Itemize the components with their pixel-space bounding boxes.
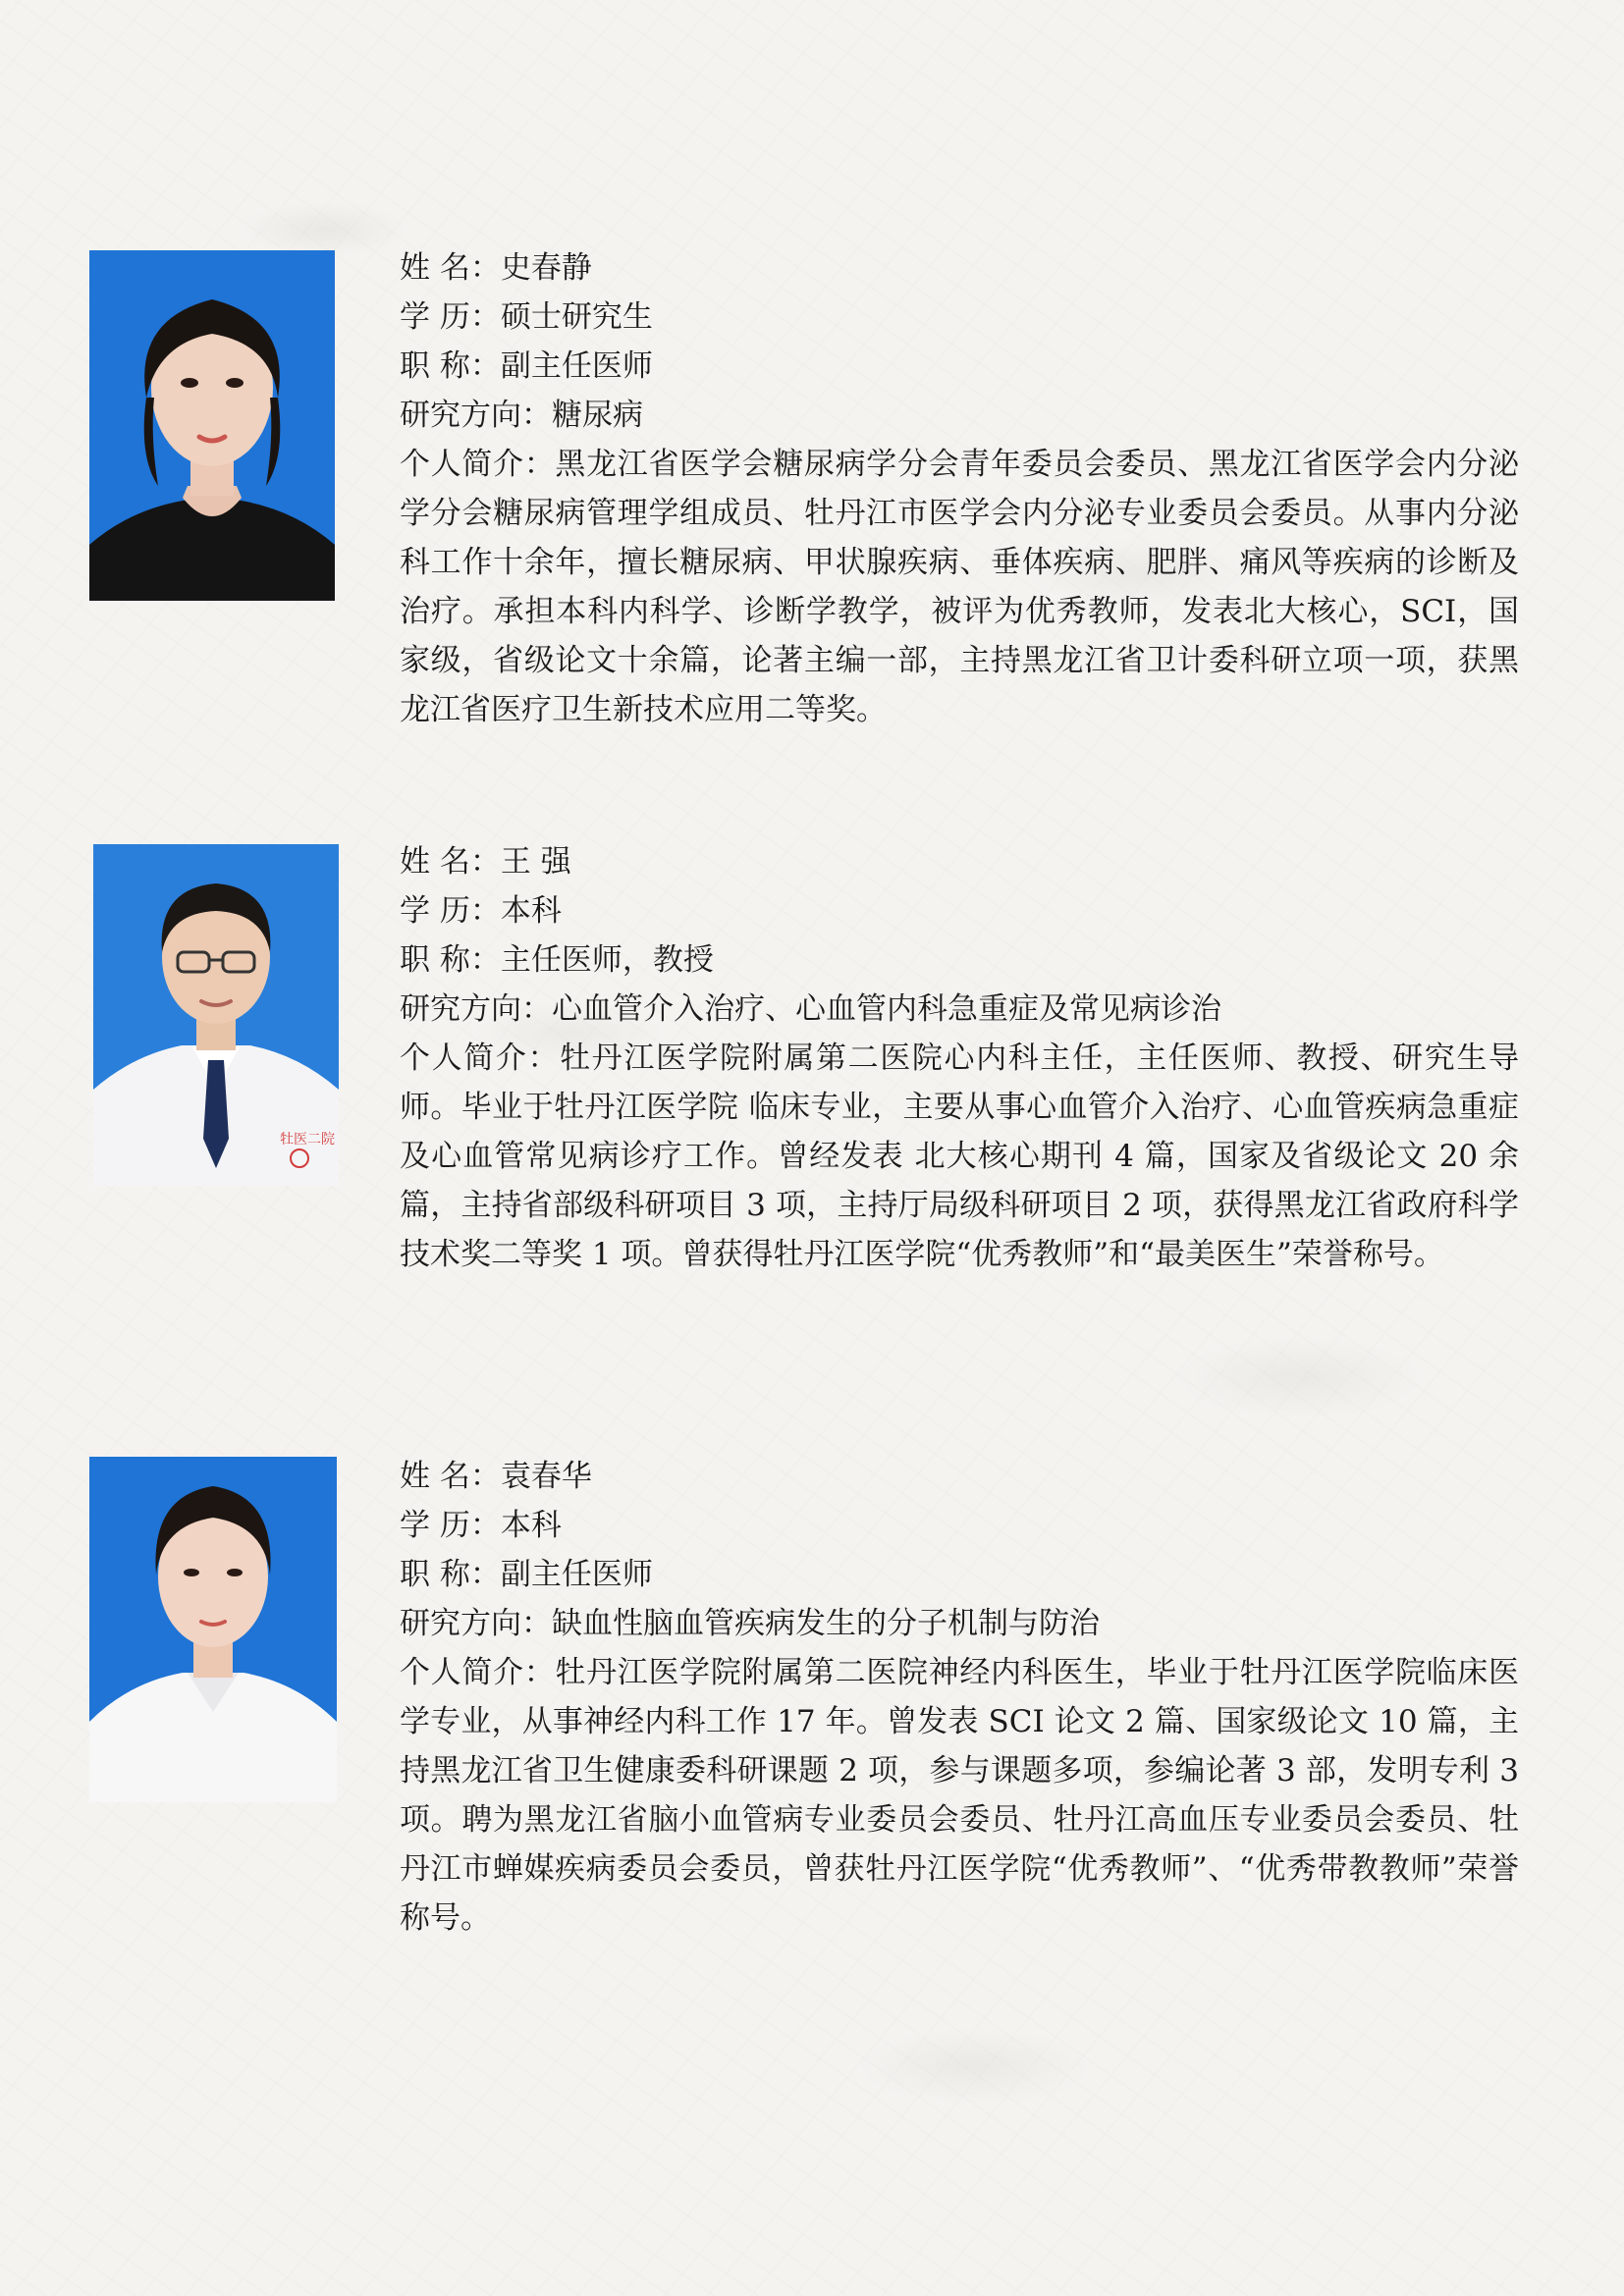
name-line: 姓 名：史春静 bbox=[400, 250, 592, 286]
doctor-photo-2 bbox=[93, 844, 339, 1186]
portrait-image bbox=[93, 844, 339, 1186]
education-line: 学 历：本科 bbox=[400, 1508, 562, 1543]
bio-paragraph: 个人简介：牡丹江医学院附属第二医院心内科主任，主任医师、教授、研究生导师。毕业于牡丹江医学院 临床专业，主要从事心血管介入治疗、心血管疾病急重症及心血管常见病诊疗工作。曾经发表 北大核心期刊 4 篇，国家及省级论文 20 余篇，主持省部级科研项目 3 项，主持厅局级科研项目 2 项，获得黑龙江省政府科学技术奖二等奖 1 项。曾获得牡丹江医学院“优秀教师”和“最美医生”荣誉称号。 bbox=[400, 1041, 1519, 1272]
research-line: 研究方向：糖尿病 bbox=[400, 398, 643, 433]
bio-paragraph: 个人简介：牡丹江医学院附属第二医院神经内科医生，毕业于牡丹江医学院临床医学专业，从事神经内科工作 17 年。曾发表 SCI 论文 2 篇、国家级论文 10 篇，主持黑龙江省卫生健康委科研课题 2 项，参与课题多项，参编论著 3 部，发明专利 3 项。聘为黑龙江省脑小血管病专业委员会委员、牡丹江高血压专业委员会委员、牡丹江市蝉媒疾病委员会委员，曾获牡丹江医学院“优秀教师”、“优秀带教教师”荣誉称号。 bbox=[400, 1655, 1519, 1936]
doctor-photo-1 bbox=[89, 250, 335, 601]
research-line: 研究方向：心血管介入治疗、心血管内科急重症及常见病诊治 bbox=[400, 991, 1221, 1027]
education-line: 学 历：本科 bbox=[400, 893, 562, 929]
name-line: 姓 名：袁春华 bbox=[400, 1459, 592, 1494]
doctor-info-3 bbox=[400, 1452, 1519, 1943]
research-line: 研究方向：缺血性脑血管疾病发生的分子机制与防治 bbox=[400, 1606, 1100, 1641]
bio-paragraph: 个人简介：黑龙江省医学会糖尿病学分会青年委员会委员、黑龙江省医学会内分泌学分会糖尿病管理学组成员、牡丹江市医学会内分泌专业委员会委员。从事内分泌科工作十余年，擅长糖尿病、甲状腺疾病、垂体疾病、肥胖、痛风等疾病的诊断及治疗。承担本科内科学、诊断学教学，被评为优秀教师，发表北大核心，SCI，国家级，省级论文十余篇，论著主编一部，主持黑龙江省卫计委科研立项一项，获黑龙江省医疗卫生新技术应用二等奖。 bbox=[400, 447, 1519, 727]
hospital-badge-text: 牡医二院 bbox=[280, 1132, 335, 1148]
doctor-photo-3 bbox=[89, 1457, 337, 1802]
title-line: 职 称：副主任医师 bbox=[400, 1557, 653, 1592]
doctor-info-1 bbox=[400, 243, 1519, 734]
title-line: 职 称：主任医师，教授 bbox=[400, 942, 714, 978]
portrait-image bbox=[89, 250, 335, 601]
doctor-info-2 bbox=[400, 837, 1519, 1279]
education-line: 学 历：硕士研究生 bbox=[400, 299, 653, 335]
title-line: 职 称：副主任医师 bbox=[400, 348, 653, 384]
portrait-image bbox=[89, 1457, 337, 1802]
name-line: 姓 名：王 强 bbox=[400, 844, 571, 880]
